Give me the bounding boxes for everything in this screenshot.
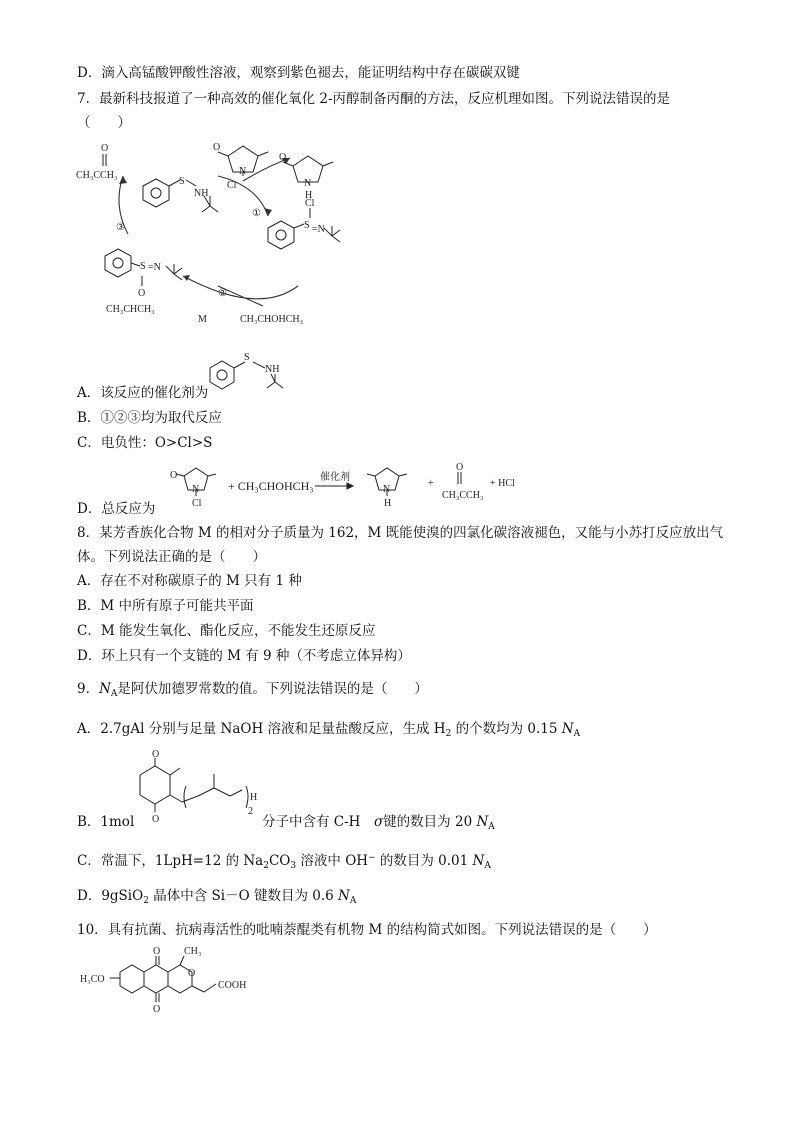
catalyst-label: 催化剂 bbox=[320, 472, 350, 483]
o-label-3: O bbox=[138, 288, 146, 299]
acetone-o-label: O bbox=[101, 143, 109, 154]
q10-stem: 10．具有抗菌、抗病毒活性的吡喃萘醌类有机物 M 的结构简式如图。下列说法错误的是（ ） bbox=[77, 922, 657, 938]
q10-ring-o: O bbox=[188, 968, 196, 979]
quinone-n: 2 bbox=[248, 806, 253, 817]
eq-plus-1: + bbox=[428, 478, 434, 489]
q9-option-b: B．1mol bbox=[77, 814, 135, 830]
acetone-label: CH₃CCH₃ bbox=[76, 170, 118, 181]
q10-cooh: COOH bbox=[218, 980, 247, 991]
step3-label: ③ bbox=[116, 222, 125, 233]
n-eq-label-2: =N bbox=[148, 262, 161, 273]
step1-label: ① bbox=[252, 208, 261, 219]
q9-option-b-text: 分子中含有 C-H σ键的数目为 20 $N_A$ bbox=[262, 814, 495, 832]
q7-mechanism-diagram bbox=[68, 136, 358, 336]
q8-option-b: B．M 中所有原子可能共平面 bbox=[77, 598, 254, 614]
isopropanol-label: CH₃CHOHCH₃ bbox=[240, 314, 304, 325]
q7-option-b: B．①②③均为取代反应 bbox=[77, 410, 222, 426]
s-label-1: S bbox=[179, 176, 185, 187]
q8-stem-line2: 体。下列说法正确的是（ ） bbox=[77, 549, 266, 565]
h3co-label: H₃CO bbox=[80, 974, 105, 985]
n-eq-label-1: =N bbox=[312, 224, 325, 235]
n-label-1: N bbox=[239, 166, 247, 177]
q8-option-a: A．存在不对称碳原子的 M 只有 1 种 bbox=[77, 573, 302, 589]
q10-o-bottom: O bbox=[153, 1004, 161, 1015]
q9-option-d: D．9gSiO$_2$ 晶体中含 Si－O 键数目为 0.6 $N_A$ bbox=[77, 888, 357, 906]
quinone-structure bbox=[130, 750, 270, 830]
q9-option-a: A．2.7gAl 分别与足量 NaOH 溶液和足量盐酸反应，生成 $H_2$ 的个数均为 0.15 $N_A$ bbox=[77, 721, 581, 739]
q6-option-d: D．滴入高锰酸钾酸性溶液，观察到紫色褪去，能证明结构中存在碳碳双键 bbox=[77, 65, 520, 81]
cl-label-2: Cl bbox=[305, 198, 315, 209]
q7-option-d: D．总反应为 bbox=[77, 501, 156, 517]
s-label-2: S bbox=[304, 220, 310, 231]
q7-stem-line1: 7．最新科技报道了一种高效的催化氧化 2-丙醇制备丙酮的方法，反应机理如图。下列说法错误的是 bbox=[77, 91, 671, 107]
step2-label: ② bbox=[218, 288, 227, 299]
q8-stem-line1: 8．某芳香族化合物 M 的相对分子质量为 162，M 既能使溴的四氯化碳溶液褪色，又能与小苏打反应放出气 bbox=[77, 525, 724, 541]
eq-cl-label: Cl bbox=[192, 498, 202, 509]
s-label-3: S bbox=[140, 261, 146, 272]
eq-o-label-1: O bbox=[170, 470, 178, 481]
h-label-1: H bbox=[305, 190, 313, 201]
q9-option-c: C．常温下，1LpH=12 的 $Na_2CO_3$ 溶液中 OH− 的数目为 0.01 $N_A$ bbox=[77, 853, 491, 871]
catalyst-structure bbox=[205, 346, 295, 398]
catalyst-s-label: S bbox=[244, 352, 250, 363]
q8-option-d: D．环上只有一个支链的 M 有 9 种（不考虑立体异构） bbox=[77, 648, 411, 664]
o-label-1: O bbox=[213, 142, 221, 153]
eq-reagent: + CH₃CHOHCH₃ bbox=[228, 479, 314, 493]
q7-option-a: A．该反应的催化剂为 bbox=[77, 385, 209, 401]
q9-stem: 9．$N_A$是阿伏加德罗常数的值。下列说法错误的是（ ） bbox=[77, 681, 428, 699]
q10-structure bbox=[80, 944, 280, 1024]
quinone-o-bottom: O bbox=[152, 814, 160, 825]
overall-equation bbox=[170, 462, 550, 510]
catalyst-nh-label: NH bbox=[265, 364, 280, 375]
eq-o-label-2: O bbox=[456, 462, 464, 473]
q10-ch3: CH₃ bbox=[184, 946, 202, 957]
eq-h-label: H bbox=[384, 498, 392, 509]
q10-o-top: O bbox=[153, 946, 161, 957]
q8-option-c: C．M 能发生氧化、酯化反应，不能发生还原反应 bbox=[77, 623, 376, 639]
q7-stem-line2: （ ） bbox=[77, 115, 131, 131]
q7-option-c: C．电负性：O>Cl>S bbox=[77, 435, 213, 451]
eq-acetone: CH₃CCH₃ bbox=[442, 490, 484, 501]
eq-n-label-1: N bbox=[192, 484, 200, 495]
nh-label: NH bbox=[194, 188, 209, 199]
m-label: M bbox=[198, 314, 207, 325]
isopropoxy-label: CH₃CHCH₃ bbox=[106, 304, 155, 315]
cl-label-1: Cl bbox=[227, 180, 237, 191]
eq-n-label-2: N bbox=[383, 484, 391, 495]
n-label-2: N bbox=[304, 178, 312, 189]
quinone-o-top: O bbox=[152, 750, 160, 760]
o-label-2: O bbox=[279, 152, 287, 163]
eq-hcl: + HCl bbox=[490, 478, 515, 489]
quinone-h: H bbox=[250, 792, 258, 803]
